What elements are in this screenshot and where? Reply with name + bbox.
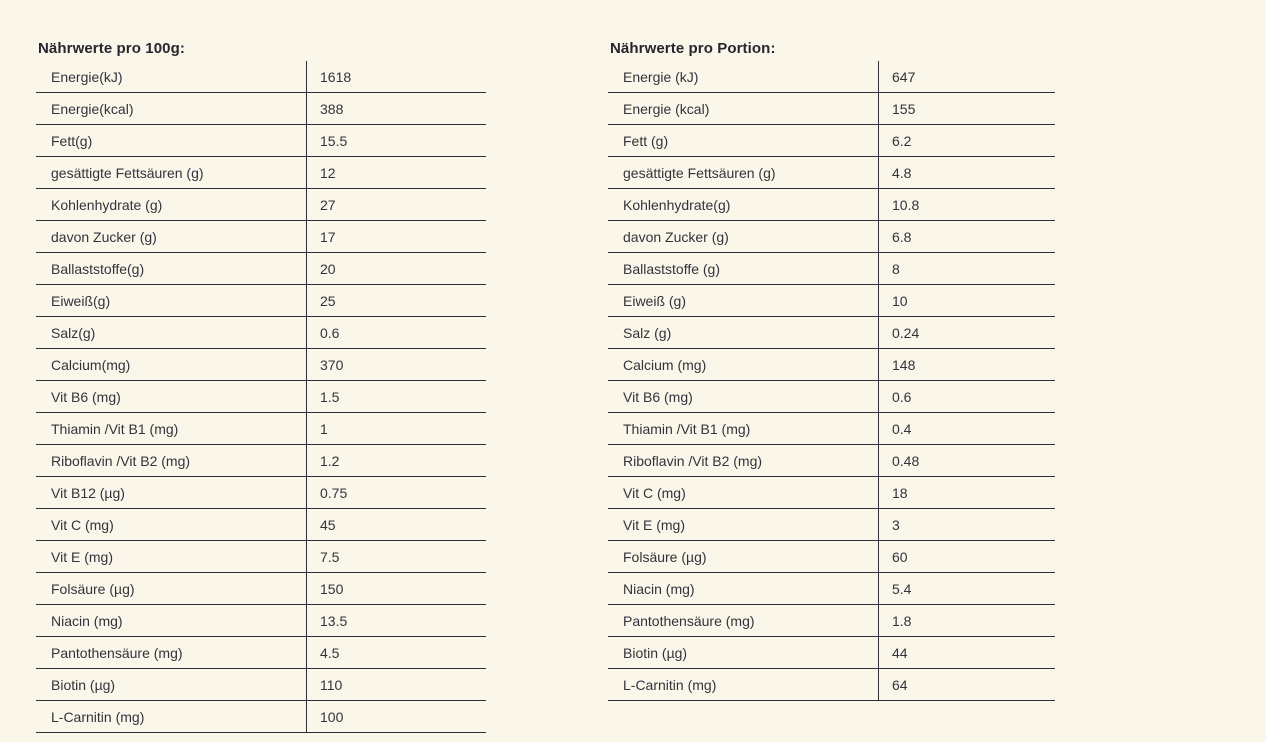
table-row xyxy=(608,477,1055,509)
table-row xyxy=(36,317,486,349)
row-value: 4.8 xyxy=(878,157,1055,188)
row-value: 0.75 xyxy=(306,477,486,508)
table-row xyxy=(608,413,1055,445)
row-label: Folsäure (µg) xyxy=(623,548,707,565)
row-label: Kohlenhydrate (g) xyxy=(51,196,163,213)
table-row xyxy=(36,381,486,413)
table-row xyxy=(36,541,486,573)
table-row xyxy=(36,349,486,381)
table-row xyxy=(36,93,486,125)
row-label: gesättigte Fettsäuren (g) xyxy=(51,164,204,181)
table-title-per-100g: Nährwerte pro 100g: xyxy=(38,40,185,57)
row-label: Eiweiß(g) xyxy=(51,292,111,309)
row-value: 6.8 xyxy=(878,221,1055,252)
table-row xyxy=(36,669,486,701)
table-row xyxy=(608,285,1055,317)
row-label: Fett(g) xyxy=(51,132,93,149)
row-label: Niacin (mg) xyxy=(623,580,695,597)
row-label: Vit C (mg) xyxy=(623,484,686,501)
row-label: Energie(kcal) xyxy=(51,100,134,117)
row-label: Salz (g) xyxy=(623,324,672,341)
table-row xyxy=(36,253,486,285)
row-value: 7.5 xyxy=(306,541,486,572)
row-value: 6.2 xyxy=(878,125,1055,156)
table-row xyxy=(608,93,1055,125)
nutrition-section-per-portion xyxy=(608,40,1055,701)
row-label: Ballaststoffe(g) xyxy=(51,260,145,277)
row-value: 5.4 xyxy=(878,573,1055,604)
table-row xyxy=(608,605,1055,637)
table-row xyxy=(608,541,1055,573)
table-row xyxy=(608,61,1055,93)
row-label: Energie(kJ) xyxy=(51,68,123,85)
row-label: Vit E (mg) xyxy=(51,548,113,565)
row-label: Biotin (µg) xyxy=(623,644,688,661)
row-label: Thiamin /Vit B1 (mg) xyxy=(623,420,751,437)
row-label: Niacin (mg) xyxy=(51,612,123,629)
table-row xyxy=(608,349,1055,381)
row-value: 27 xyxy=(306,189,486,220)
table-row xyxy=(36,189,486,221)
table-row xyxy=(36,61,486,93)
row-label: Energie (kcal) xyxy=(623,100,710,117)
row-value: 1.8 xyxy=(878,605,1055,636)
row-label: L-Carnitin (mg) xyxy=(51,708,145,725)
nutrition-table-per-100g xyxy=(36,61,486,733)
row-label: Vit B6 (mg) xyxy=(51,388,121,405)
table-row xyxy=(36,605,486,637)
row-value: 4.5 xyxy=(306,637,486,668)
row-label: Folsäure (µg) xyxy=(51,580,135,597)
row-label: L-Carnitin (mg) xyxy=(623,676,717,693)
table-row xyxy=(608,573,1055,605)
row-value: 20 xyxy=(306,253,486,284)
nutrition-table-per-portion xyxy=(608,61,1055,701)
table-row xyxy=(608,509,1055,541)
row-label: Riboflavin /Vit B2 (mg) xyxy=(623,452,763,469)
table-row xyxy=(36,221,486,253)
table-row xyxy=(36,445,486,477)
row-label: Kohlenhydrate(g) xyxy=(623,196,731,213)
table-row xyxy=(608,669,1055,701)
row-value: 18 xyxy=(878,477,1055,508)
row-value: 12 xyxy=(306,157,486,188)
row-value: 10.8 xyxy=(878,189,1055,220)
row-label: Vit B12 (µg) xyxy=(51,484,125,501)
table-row xyxy=(36,701,486,733)
row-label: Fett (g) xyxy=(623,132,669,149)
row-value: 0.48 xyxy=(878,445,1055,476)
table-row xyxy=(36,125,486,157)
row-value: 0.4 xyxy=(878,413,1055,444)
table-row xyxy=(608,253,1055,285)
table-row xyxy=(608,221,1055,253)
row-label: Vit B6 (mg) xyxy=(623,388,693,405)
row-label: Salz(g) xyxy=(51,324,96,341)
table-row xyxy=(608,381,1055,413)
table-row xyxy=(36,477,486,509)
table-row xyxy=(608,637,1055,669)
row-value: 100 xyxy=(306,701,486,732)
row-value: 3 xyxy=(878,509,1055,540)
table-row xyxy=(36,637,486,669)
row-value: 60 xyxy=(878,541,1055,572)
table-row xyxy=(36,157,486,189)
row-value: 25 xyxy=(306,285,486,316)
table-row xyxy=(36,413,486,445)
row-label: Pantothensäure (mg) xyxy=(623,612,755,629)
table-row xyxy=(608,445,1055,477)
row-value: 64 xyxy=(878,669,1055,700)
row-label: Ballaststoffe (g) xyxy=(623,260,721,277)
row-label: Eiweiß (g) xyxy=(623,292,687,309)
row-value: 45 xyxy=(306,509,486,540)
row-label: Thiamin /Vit B1 (mg) xyxy=(51,420,179,437)
row-value: 8 xyxy=(878,253,1055,284)
row-value: 155 xyxy=(878,93,1055,124)
row-value: 647 xyxy=(878,61,1055,92)
nutrition-section-per-100g xyxy=(36,40,486,733)
row-label: Calcium (mg) xyxy=(623,356,707,373)
row-label: Energie (kJ) xyxy=(623,68,699,85)
row-label: Biotin (µg) xyxy=(51,676,116,693)
row-label: gesättigte Fettsäuren (g) xyxy=(623,164,776,181)
row-label: Pantothensäure (mg) xyxy=(51,644,183,661)
row-value: 388 xyxy=(306,93,486,124)
row-label: Vit C (mg) xyxy=(51,516,114,533)
row-value: 17 xyxy=(306,221,486,252)
table-row xyxy=(608,157,1055,189)
table-row xyxy=(36,573,486,605)
table-row xyxy=(36,285,486,317)
row-value: 110 xyxy=(306,669,486,700)
row-label: Calcium(mg) xyxy=(51,356,131,373)
row-label: davon Zucker (g) xyxy=(51,228,157,245)
row-value: 148 xyxy=(878,349,1055,380)
row-value: 10 xyxy=(878,285,1055,316)
table-row xyxy=(608,125,1055,157)
row-value: 150 xyxy=(306,573,486,604)
row-value: 1618 xyxy=(306,61,486,92)
row-value: 15.5 xyxy=(306,125,486,156)
row-label: davon Zucker (g) xyxy=(623,228,729,245)
row-value: 370 xyxy=(306,349,486,380)
row-value: 0.6 xyxy=(878,381,1055,412)
row-label: Riboflavin /Vit B2 (mg) xyxy=(51,452,191,469)
table-row xyxy=(36,509,486,541)
table-row xyxy=(608,317,1055,349)
row-value: 0.24 xyxy=(878,317,1055,348)
row-value: 13.5 xyxy=(306,605,486,636)
row-value: 1.2 xyxy=(306,445,486,476)
row-value: 0.6 xyxy=(306,317,486,348)
table-row xyxy=(608,189,1055,221)
row-label: Vit E (mg) xyxy=(623,516,685,533)
row-value: 1.5 xyxy=(306,381,486,412)
row-value: 44 xyxy=(878,637,1055,668)
row-value: 1 xyxy=(306,413,486,444)
table-title-per-portion: Nährwerte pro Portion: xyxy=(610,40,776,57)
